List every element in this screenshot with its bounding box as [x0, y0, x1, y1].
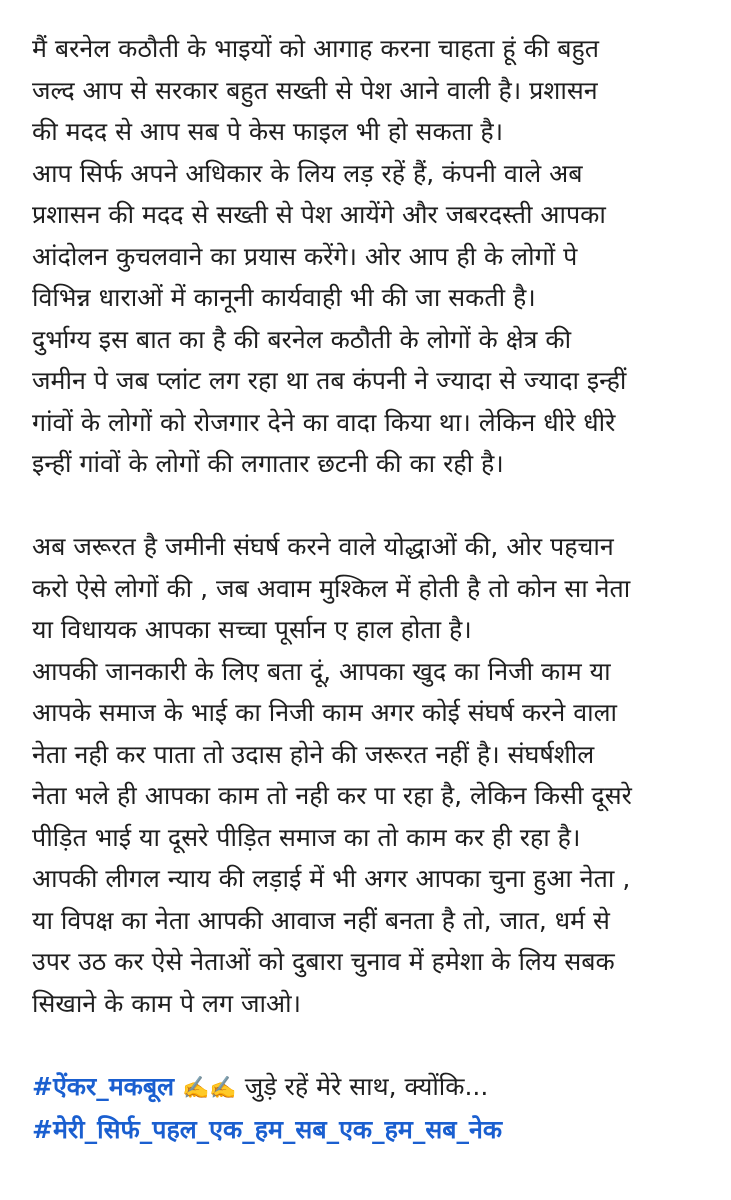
- hashtag-link-anchor[interactable]: #ऐंकर_मकबूल: [32, 1071, 175, 1101]
- text-line: आपके समाज के भाई का निजी काम अगर कोई संघर्ष करने वाला: [32, 698, 618, 727]
- text-line: इन्हीं गांवों के लोगों की लगातार छटनी की का रही है।: [32, 449, 504, 478]
- text-line: करो ऐसे लोगों की , जब अवाम मुश्किल में होती है तो कोन सा नेता: [32, 573, 631, 603]
- text-line: आंदोलन कुचलवाने का प्रयास करेंगे। ओर आप ही के लोगों पे: [32, 241, 578, 271]
- text-line: सिखाने के काम पे लग जाओ।: [32, 988, 302, 1018]
- paragraph-spacer: [32, 485, 722, 527]
- text-line: जमीन पे जब प्लांट लग रहा था तब कंपनी ने ज्यादा से ज्यादा इन्हीं: [32, 366, 627, 395]
- text-line: नेता भले ही आपका काम तो नही कर पा रहा है, लेकिन किसी दूसरे: [32, 781, 632, 810]
- text-line: जल्द आप से सरकार बहुत सख्ती से पेश आने वाली है। प्रशासन: [32, 75, 598, 105]
- text-line: आपकी लीगल न्याय की लड़ाई में भी अगर आपका चुना हुआ नेता ,: [32, 864, 631, 893]
- text-line: मैं बरनेल कठौती के भाइयों को आगाह करना चाहता हूं की बहुत: [32, 34, 600, 63]
- paragraph-1: [32, 28, 722, 485]
- paragraph-spacer: [32, 1024, 722, 1066]
- footer-tail-text: जुड़े रहें मेरे साथ, क्योंकि...: [236, 1071, 489, 1101]
- paragraph-2: [32, 526, 722, 1024]
- text-line: उपर उठ कर ऐसे नेताओं को दुबारा चुनाव में हमेशा के लिय सबक: [32, 947, 615, 976]
- footer-line-2: [32, 1109, 722, 1151]
- writing-hand-emoji-icon: ✍️✍️: [182, 1075, 237, 1101]
- hashtag-link-initiative[interactable]: #मेरी_सिर्फ_पहल_एक_हम_सब_एक_हम_सब_नेक: [32, 1115, 503, 1144]
- text-line: आपकी जानकारी के लिए बता दूं, आपका खुद का निजी काम या: [32, 656, 611, 686]
- text-line: दुर्भाग्य इस बात का है की बरनेल कठौती के लोगों के क्षेत्र की: [32, 324, 572, 354]
- text-line: विभिन्न धाराओं में कानूनी कार्यवाही भी की जा सकती है।: [32, 283, 536, 312]
- text-line: नेता नही कर पाता तो उदास होने की जरूरत नहीं है। संघर्षशील: [32, 739, 595, 769]
- text-line: पीड़ित भाई या दूसरे पीड़ित समाज का तो काम कर ही रहा है।: [32, 822, 581, 852]
- text-line: प्रशासन की मदद से सख्ती से पेश आयेंगे और जबरदस्ती आपका: [32, 200, 606, 229]
- post-footer: [32, 1066, 722, 1151]
- text-line: या विपक्ष का नेता आपकी आवाज नहीं बनता है तो, जात, धर्म से: [32, 905, 610, 935]
- footer-line-1: [32, 1066, 722, 1110]
- post-body: [32, 28, 722, 1151]
- text-line: या विधायक आपका सच्चा पूर्सान ए हाल होता है।: [32, 615, 472, 644]
- text-line: आप सिर्फ अपने अधिकार के लिय लड़ रहें हैं, कंपनी वाले अब: [32, 158, 583, 188]
- text-line: अब जरूरत है जमीनी संघर्ष करने वाले योद्धाओं की, ओर पहचान: [32, 532, 614, 561]
- text-line: की मदद से आप सब पे केस फाइल भी हो सकता है।: [32, 117, 504, 146]
- text-line: गांवों के लोगों को रोजगार देने का वादा किया था। लेकिन धीरे धीरे: [32, 407, 616, 437]
